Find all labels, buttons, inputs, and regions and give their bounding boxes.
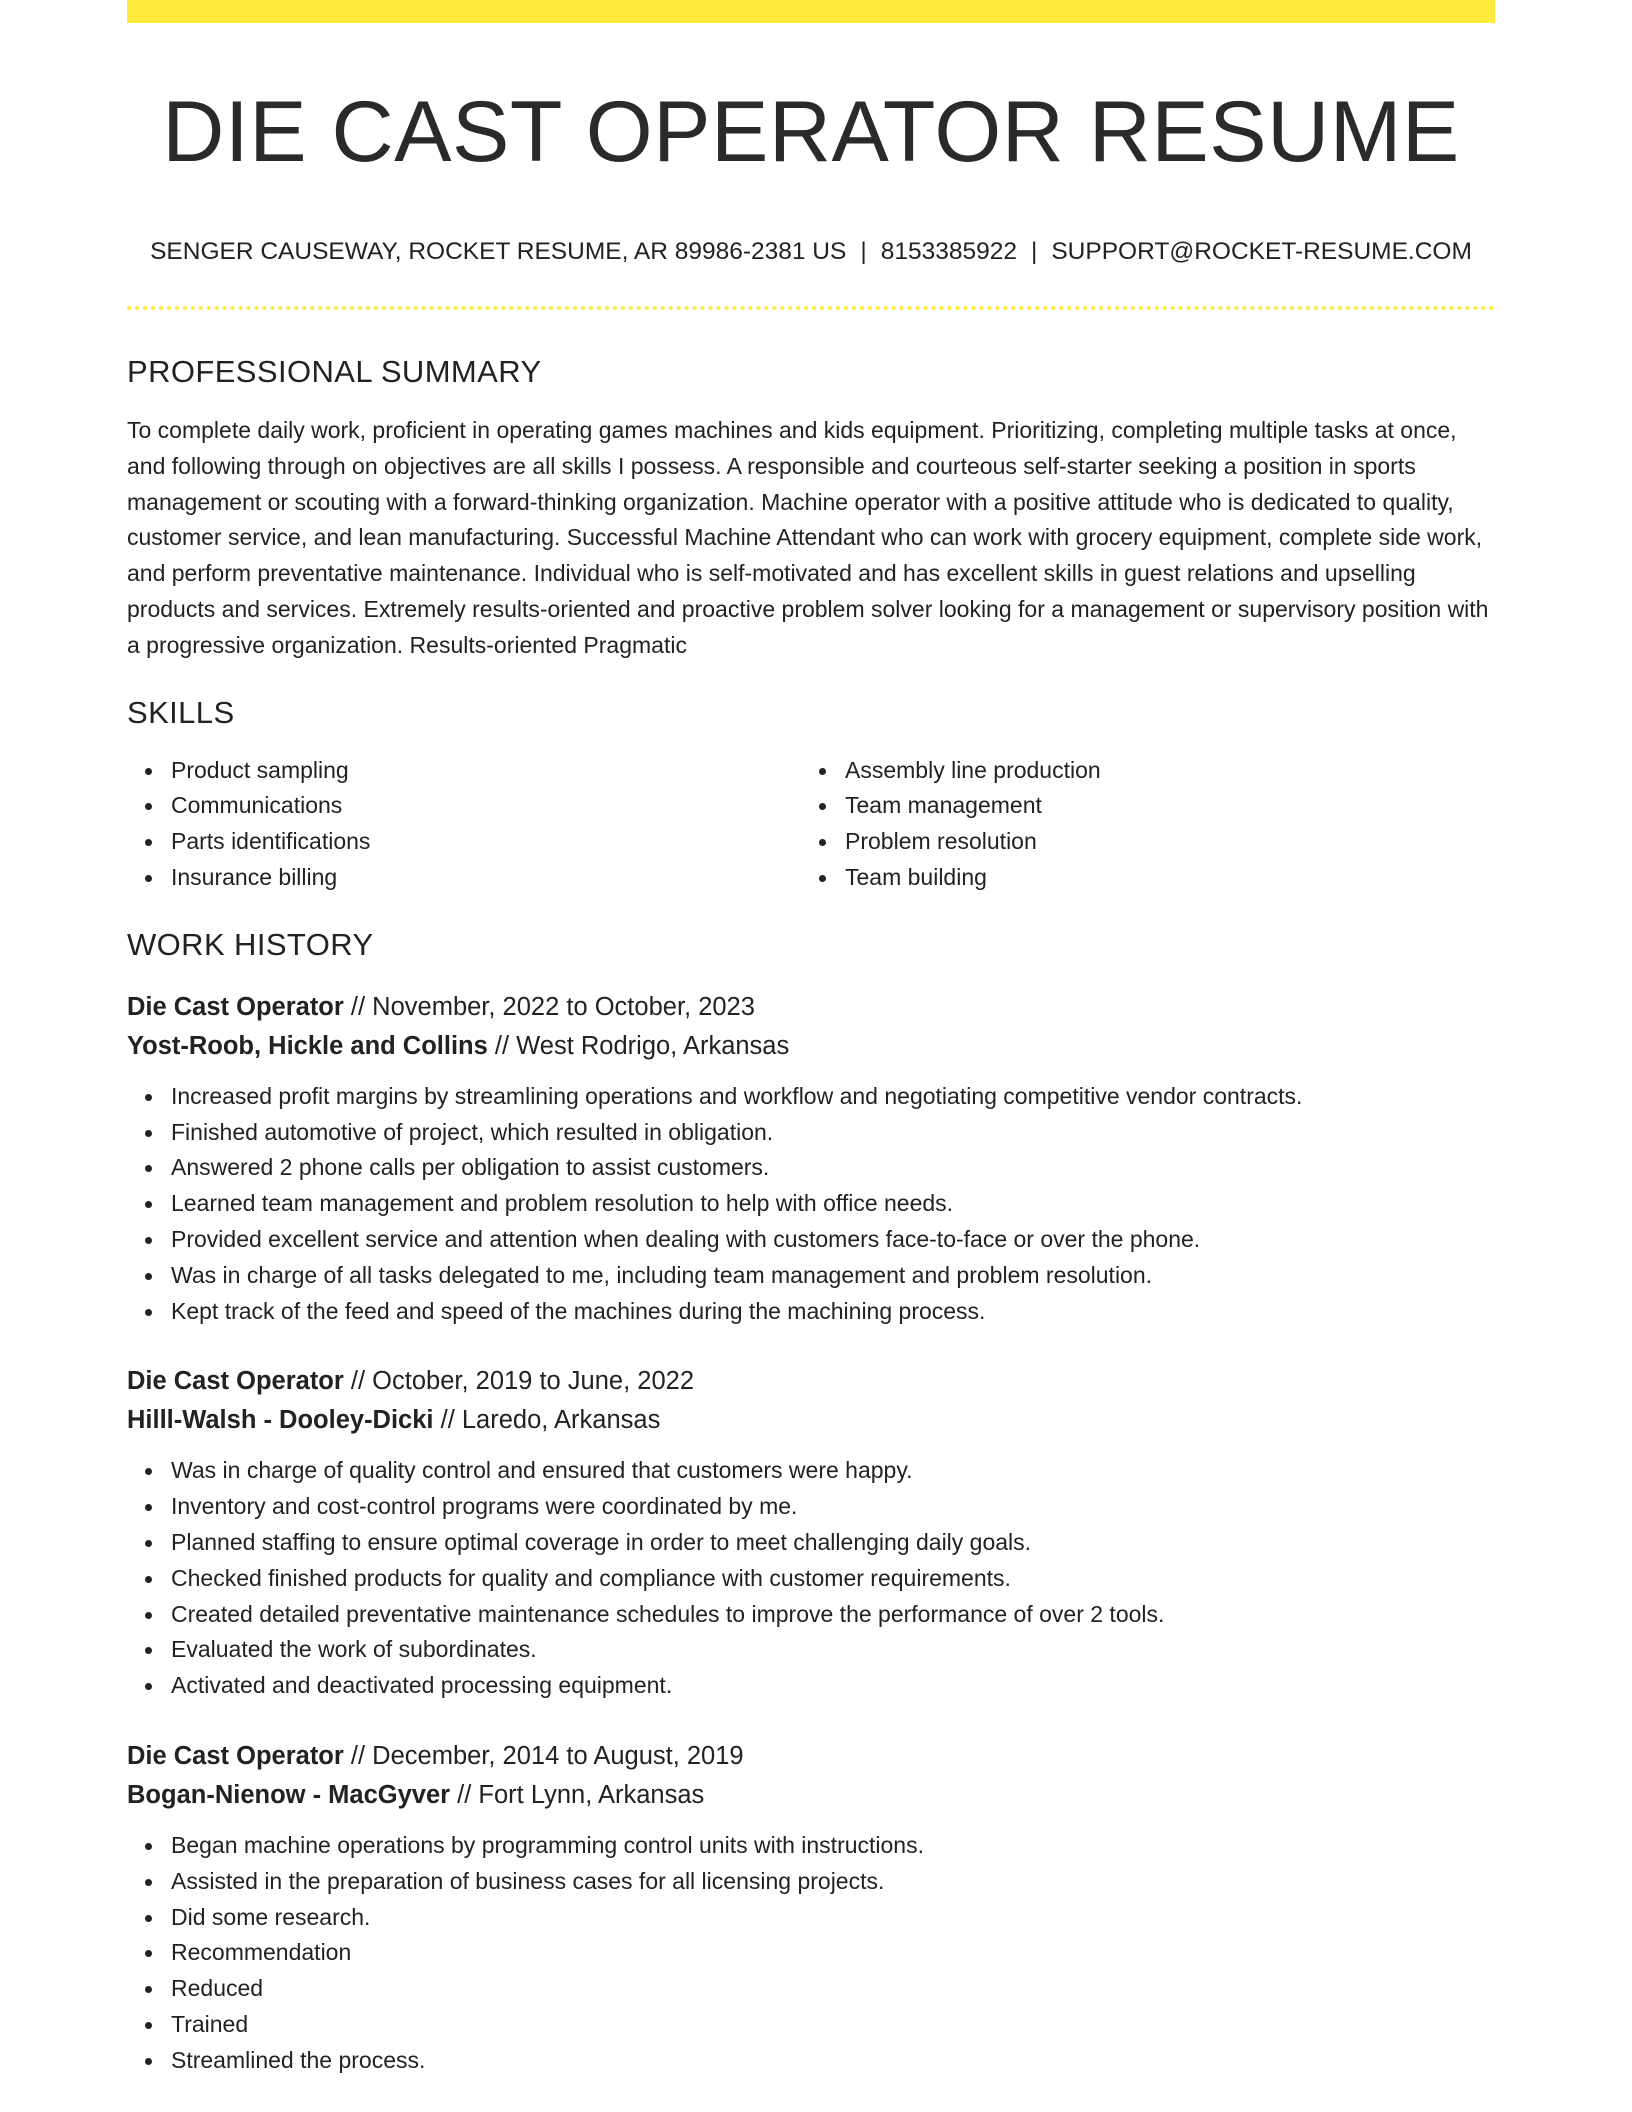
skills-heading: SKILLS	[127, 694, 235, 730]
skill-item: Assembly line production	[845, 753, 1495, 789]
resume-title: DIE CAST OPERATOR RESUME	[162, 84, 1460, 180]
summary-text: To complete daily work, proficient in operating games machines and kids equipment. Prioritizing, completing multiple tasks at once, and following through on objectives are all skills I possess. A responsible and courteous self-starter seeking a position in sports management or scouting with a forward-thinking organization. Machine operator with a positive attitude who is dedicated to quality, customer service, and lean manufacturing. Successful Machine Attendant who can work with grocery equipment, complete side work, and perform preventative maintenance. Individual who is self-motivated and has excellent skills in guest relations and upselling products and services. Extremely results-oriented and proactive problem solver looking for a management or supervisory position with a progressive organization. Results-oriented Pragmatic	[127, 417, 1489, 658]
skills-list-right	[801, 753, 1495, 896]
job-dates: November, 2022 to October, 2023	[372, 992, 755, 1021]
job-company-line	[127, 1027, 1495, 1066]
job-bullet: Trained	[171, 2007, 1495, 2043]
job-divider: //	[350, 1741, 366, 1770]
contact-separator: |	[860, 238, 867, 265]
job-bullet: Increased profit margins by streamlining operations and workflow and negotiating competitive vendor contracts.	[171, 1079, 1495, 1115]
job-company-line	[127, 1401, 1495, 1440]
job-bullet: Began machine operations by programming control units with instructions.	[171, 1828, 1495, 1864]
job-company-line	[127, 1776, 1495, 1815]
job-bullet: Was in charge of quality control and ensured that customers were happy.	[171, 1453, 1495, 1489]
job-bullet: Planned staffing to ensure optimal coverage in order to meet challenging daily goals.	[171, 1525, 1495, 1561]
job-title: Die Cast Operator	[127, 1741, 344, 1770]
job-title: Die Cast Operator	[127, 992, 344, 1021]
job-bullet: Was in charge of all tasks delegated to me, including team management and problem resolution.	[171, 1258, 1495, 1294]
header-divider	[127, 306, 1495, 310]
contact-separator: |	[1030, 238, 1038, 265]
job-bullets	[127, 1453, 1495, 1704]
job-location: Laredo, Arkansas	[461, 1406, 661, 1435]
job-divider: //	[457, 1780, 472, 1809]
skills-columns	[127, 753, 1495, 896]
skill-item: Communications	[171, 788, 801, 824]
job-bullet: Activated and deactivated processing equipment.	[171, 1668, 1495, 1704]
job-bullet: Reduced	[171, 1971, 1495, 2007]
job-bullet: Recommendation	[171, 1935, 1495, 1971]
summary-heading: PROFESSIONAL SUMMARY	[127, 354, 542, 389]
job-bullet: Created detailed preventative maintenance schedules to improve the performance of over 2 tools.	[171, 1597, 1495, 1633]
skill-item: Parts identifications	[171, 824, 801, 860]
job-entry	[127, 1362, 1495, 1704]
job-dates: December, 2014 to August, 2019	[372, 1741, 744, 1770]
skills-section	[127, 694, 1495, 896]
skill-item: Team building	[845, 860, 1495, 896]
job-company: Hilll-Walsh - Dooley-Dicki	[127, 1406, 434, 1435]
job-bullet: Answered 2 phone calls per obligation to assist customers.	[171, 1150, 1495, 1186]
job-entry	[127, 1737, 1495, 2079]
summary-section	[127, 353, 1495, 664]
work-history-section	[127, 926, 1495, 2079]
contact-line	[127, 236, 1495, 268]
skill-item: Insurance billing	[171, 860, 801, 896]
job-title-line	[127, 1737, 1495, 1776]
skill-item: Problem resolution	[845, 824, 1495, 860]
job-bullets	[127, 1828, 1495, 2079]
resume-page	[127, 0, 1495, 2079]
job-bullet: Streamlined the process.	[171, 2043, 1495, 2079]
job-title-line	[127, 988, 1495, 1027]
job-divider: //	[440, 1406, 455, 1435]
contact-phone: 8153385922	[880, 238, 1017, 265]
job-bullet: Learned team management and problem resolution to help with office needs.	[171, 1186, 1495, 1222]
contact-email: SUPPORT@ROCKET-RESUME.COM	[1051, 238, 1472, 265]
skills-list-left	[127, 753, 801, 896]
job-entry	[127, 988, 1495, 1330]
accent-top-bar	[127, 0, 1495, 23]
skill-item: Product sampling	[171, 753, 801, 789]
job-divider: //	[350, 1367, 366, 1396]
job-divider: //	[350, 992, 366, 1021]
job-divider: //	[494, 1031, 510, 1060]
job-bullet: Provided excellent service and attention when dealing with customers face-to-face or over the phone.	[171, 1222, 1495, 1258]
job-bullet: Did some research.	[171, 1900, 1495, 1936]
contact-address: SENGER CAUSEWAY, ROCKET RESUME, AR 89986-2381 US	[150, 238, 847, 265]
skill-item: Team management	[845, 788, 1495, 824]
job-bullet: Checked finished products for quality and compliance with customer requirements.	[171, 1561, 1495, 1597]
job-bullets	[127, 1079, 1495, 1330]
job-title-line	[127, 1362, 1495, 1401]
job-company: Yost-Roob, Hickle and Collins	[127, 1031, 488, 1060]
job-bullet: Inventory and cost-control programs were coordinated by me.	[171, 1489, 1495, 1525]
job-location: Fort Lynn, Arkansas	[478, 1780, 705, 1809]
job-bullet: Kept track of the feed and speed of the machines during the machining process.	[171, 1294, 1495, 1330]
job-bullet: Finished automotive of project, which resulted in obligation.	[171, 1115, 1495, 1151]
job-bullet: Evaluated the work of subordinates.	[171, 1632, 1495, 1668]
job-location: West Rodrigo, Arkansas	[516, 1031, 790, 1060]
job-bullet: Assisted in the preparation of business cases for all licensing projects.	[171, 1864, 1495, 1900]
work-history-heading: WORK HISTORY	[127, 926, 374, 962]
job-title: Die Cast Operator	[127, 1367, 344, 1396]
job-company: Bogan-Nienow - MacGyver	[127, 1780, 451, 1809]
job-dates: October, 2019 to June, 2022	[372, 1367, 694, 1396]
